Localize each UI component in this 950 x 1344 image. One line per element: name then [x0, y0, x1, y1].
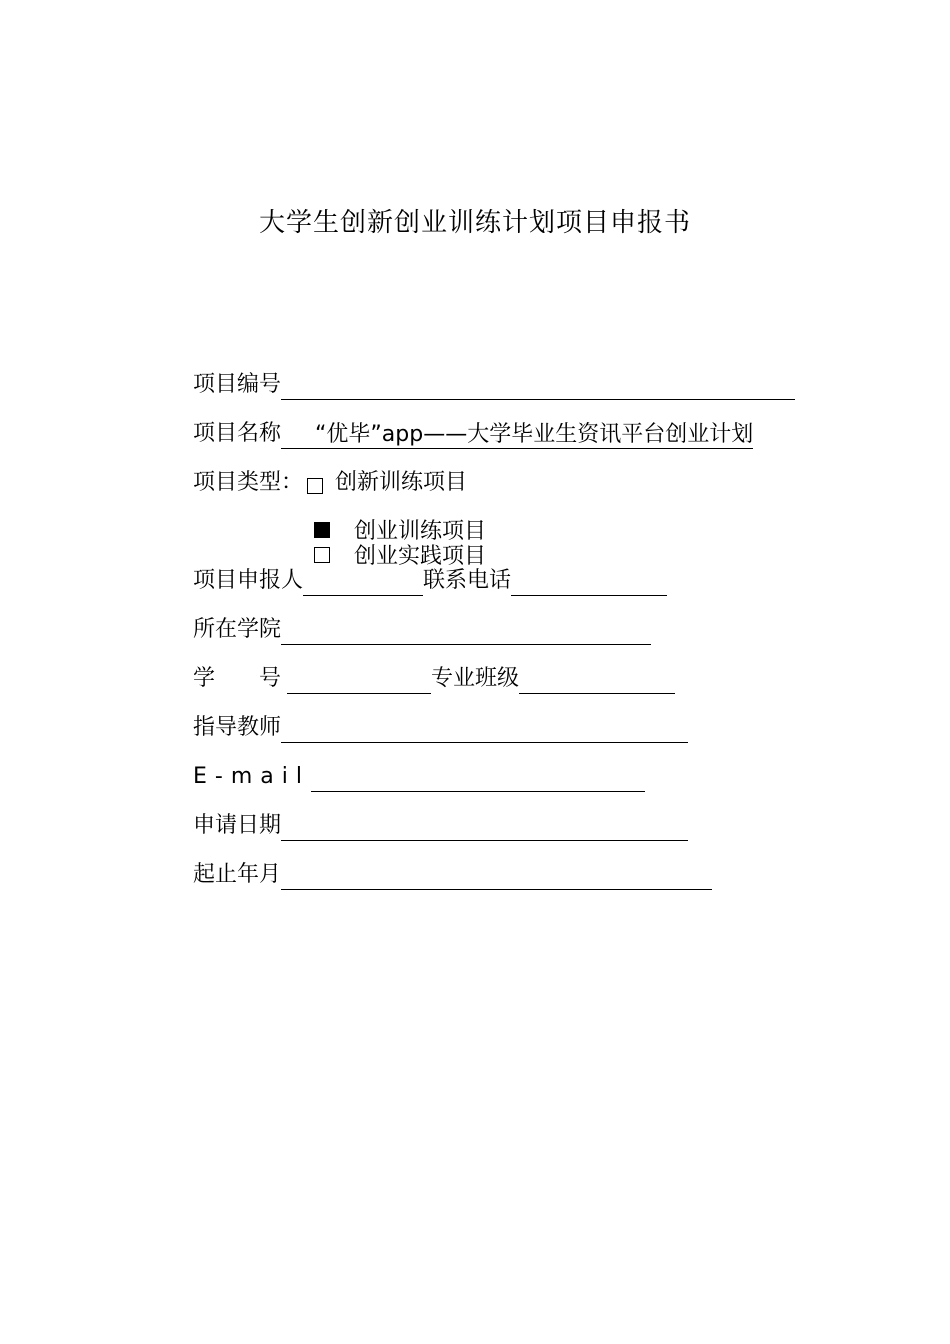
project-name-label: 项目名称 — [193, 421, 282, 446]
phone-field[interactable] — [511, 571, 667, 596]
option-entrepreneurship-practice-checkbox[interactable] — [314, 547, 330, 563]
project-type-label: 项目类型： — [193, 470, 304, 495]
option-entrepreneurship-training-label: 创业训练项目 — [354, 519, 487, 544]
advisor-label: 指导教师 — [193, 715, 282, 740]
project-type-row — [193, 468, 467, 498]
apply-date-field[interactable] — [281, 816, 688, 841]
period-label: 起止年月 — [193, 862, 282, 887]
apply-date-label: 申请日期 — [193, 813, 282, 838]
email-label: E-mail — [193, 764, 310, 789]
applicant-label: 项目申报人 — [193, 568, 304, 593]
college-label: 所在学院 — [193, 617, 282, 642]
period-field[interactable] — [281, 865, 712, 890]
phone-label: 联系电话 — [423, 568, 512, 593]
applicant-field[interactable] — [303, 571, 423, 596]
project-name-field[interactable]: “优毕”app——大学毕业生资讯平台创业计划 — [281, 422, 753, 449]
college-field[interactable] — [281, 620, 651, 645]
period-row — [193, 860, 712, 890]
student-id-field[interactable] — [287, 669, 431, 694]
option-entrepreneurship-training-checkbox[interactable] — [314, 522, 330, 538]
major-class-label: 专业班级 — [431, 666, 520, 691]
email-field[interactable] — [311, 767, 645, 792]
option-entrepreneurship-training — [314, 519, 486, 545]
option-innovation-checkbox[interactable] — [307, 478, 323, 494]
apply-date-row — [193, 811, 688, 841]
email-row — [193, 762, 645, 792]
applicant-row — [193, 566, 667, 596]
student-id-label: 学 号 — [193, 666, 282, 691]
advisor-row — [193, 713, 688, 743]
major-class-field[interactable] — [519, 669, 675, 694]
project-name-row — [193, 419, 753, 449]
project-number-row — [193, 370, 795, 400]
student-id-row — [193, 664, 675, 694]
option-innovation-label: 创新训练项目 — [335, 470, 468, 495]
document-title: 大学生创新创业训练计划项目申报书 — [258, 208, 691, 238]
project-number-label: 项目编号 — [193, 372, 282, 397]
advisor-field[interactable] — [281, 718, 688, 743]
college-row — [193, 615, 651, 645]
option-entrepreneurship-practice-label: 创业实践项目 — [354, 544, 487, 569]
project-number-field[interactable] — [281, 375, 795, 400]
